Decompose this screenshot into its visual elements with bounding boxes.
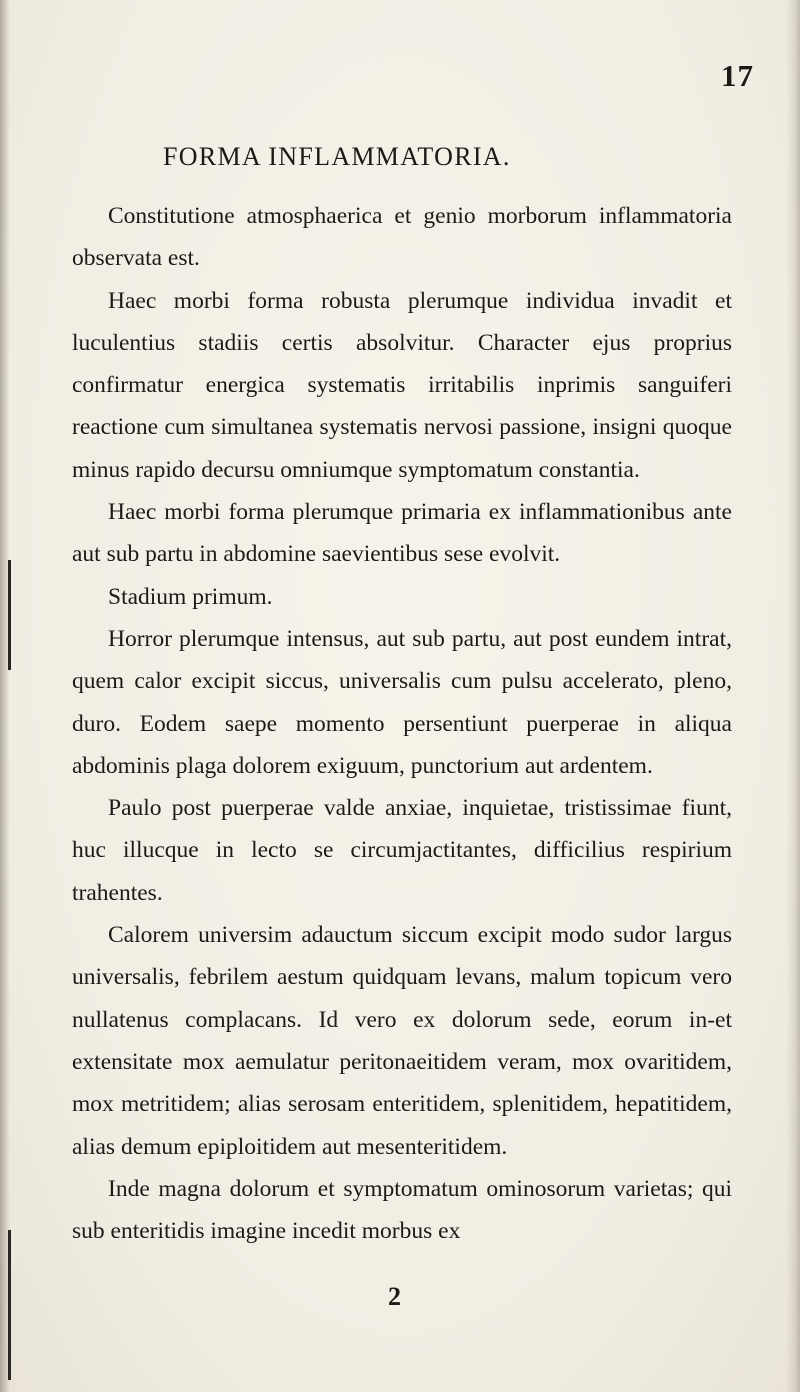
paragraph: Haec morbi forma plerumque primaria ex inflammationibus ante aut sub partu in abdomine saevientibus sese evolvit.	[72, 499, 732, 568]
margin-mark	[8, 560, 11, 670]
body-text	[72, 195, 732, 1252]
paragraph: Constitutione atmosphaerica et genio morborum inflammatoria observata est.	[72, 203, 732, 272]
paragraph: Horror plerumque intensus, aut sub partu, aut post eundem intrat, quem calor excipit siccus, universalis cum pulsu accelerato, pleno, duro. Eodem saepe momento persentiunt puerperae in aliqua abdominis plaga dolorem exiguum, punctorium aut ardentem.	[72, 625, 732, 779]
paragraph: Calorem universim adauctum siccum excipit modo sudor largus universalis, febrilem aestum quidquam levans, malum topicum vero nullatenus complacans. Id vero ex dolorum sede, eorum in-et extensitate mox aemulatur peritonaeitidem veram, mox ovaritidem, mox metritidem; alias serosam enteritidem, splenitidem, hepatitidem, alias demum epiploitidem aut mesenteritidem.	[72, 922, 732, 1160]
margin-mark	[8, 1230, 11, 1380]
page-edge-shadow	[786, 0, 800, 1392]
paragraph: Paulo post puerperae valde anxiae, inquietae, tristissimae fiunt, huc illucque in lecto se circumjactitantes, difficilius respirium trahentes.	[72, 795, 732, 906]
paragraph: Haec morbi forma robusta plerumque individua invadit et luculentius stadiis certis absolvitur. Character ejus proprius confirmatur energica systematis irritabilis inprimis sanguiferi reactione cum simultanea systematis nervosi passione, insigni quoque minus rapido decursu omniumque symptomatum constantia.	[72, 287, 732, 483]
paragraph: Inde magna dolorum et symptomatum ominosorum varietas; qui sub enteritidis imagine incedit morbus ex	[72, 1175, 732, 1245]
signature-mark: 2	[388, 1282, 401, 1311]
page-gutter-shadow	[0, 0, 10, 1392]
section-heading: FORMA INFLAMMATORIA.	[163, 142, 511, 171]
stage-subheading: Stadium primum.	[108, 583, 273, 610]
page-number: 17	[721, 58, 754, 93]
